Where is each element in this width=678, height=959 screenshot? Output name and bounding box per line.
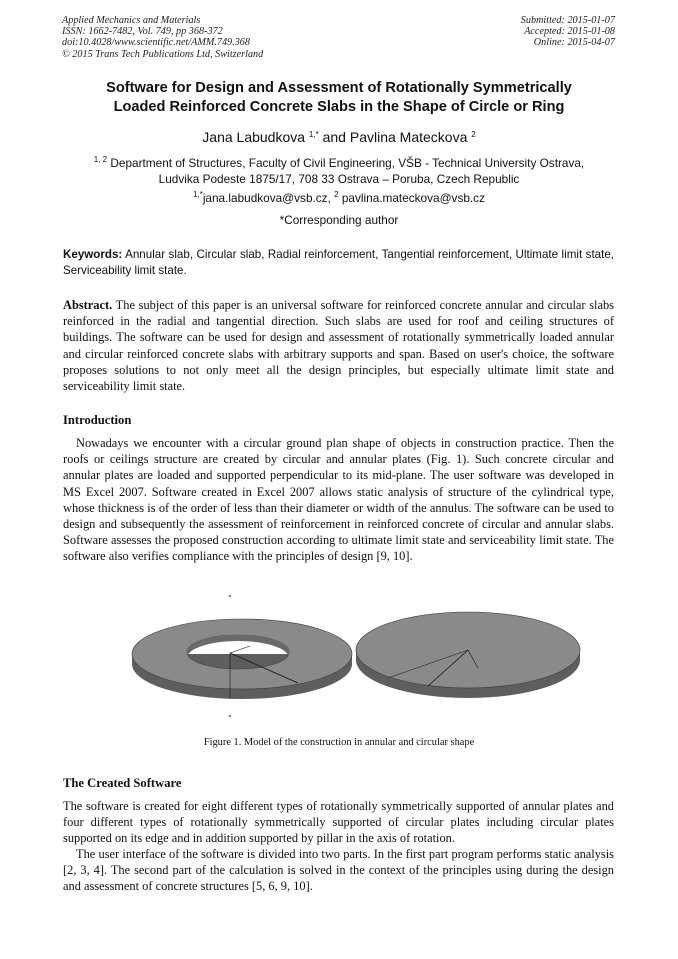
circular-slab [356,612,580,698]
axis-bottom-marker [229,715,231,717]
affiliation-line-2: Ludvika Podeste 1875/17, 708 33 Ostrava – Poruba, Czech Republic [158,172,520,186]
authors [60,129,618,145]
affiliation [60,155,618,187]
abstract [63,297,614,394]
axis-top-marker [229,595,231,597]
affiliation-mark: 1, 2 [93,155,108,164]
created-software-paragraph-2: The user interface of the software is divided into two parts. In the first part program performs static analysis [2, 3, 4]. The second part of the calculation is solved in the context of the principles using during the design and assessment of concrete structures [5, 6, 9, 10]. [63,847,614,894]
created-software-paragraph-1: The software is created for eight different types of rotationally symmetrically supported of annular plates and four different types of rotationally symmetrically supported of circular plates including circular plates supported on its edge and in addition supported by pillar in the axis of rotation. [63,799,614,846]
email-2[interactable]: pavlina.mateckova@vsb.cz [338,191,485,205]
doi-line: doi:10.4028/www.scientific.net/AMM.749.368 [62,37,250,49]
submitted-date: Submitted: 2015-01-07 [520,15,615,26]
issn-line: ISSN: 1662-7482, Vol. 749, pp 368-372 [62,26,223,38]
author-2-mark: 2 [471,130,476,139]
paper-title [60,79,618,117]
journal-header [62,15,263,60]
title-line-1: Software for Design and Assessment of Rotationally Symmetrically [106,80,572,96]
affiliation-line-1: Department of Structures, Faculty of Civil Engineering, VŠB - Technical University Ostrava, [107,156,585,170]
online-date: Online: 2015-04-07 [533,37,615,49]
author-emails [60,191,618,205]
accepted-date: Accepted: 2015-01-08 [524,26,615,38]
email-1[interactable]: jana.labudkova@vsb.cz, [202,191,335,205]
abstract-label: Abstract. [63,298,113,312]
figure-1-caption: Figure 1. Model of the construction in annular and circular shape [203,737,475,748]
annular-axis-line-2 [230,646,250,653]
figure-1 [120,588,620,723]
keywords [63,247,614,278]
author-1-mark: 1,* [308,130,319,139]
corresponding-author-note: *Corresponding author [279,213,399,227]
introduction-paragraph: Nowadays we encounter with a circular ground plan shape of objects in construction practice. Then the roofs or ceilings structure are created by circular and annular plates (Fig. 1). Such concrete circular and annular plates are loaded and supported perpendicular to its mid-plane. The user software was developed in MS Excel 2007. Software created in Excel 2007 allows static analysis of structure of the cylindrical type, whose thickness is of the order of less than their diameter or width of the annulus. The software can be used to design and subsequently the assessment of reinforcement in reinforced concrete of circular and annular slabs. Software assesses the proposed construction according to ultimate limit state and serviceability limit state. The software also verifies compliance with the principles of design [9, 10]. [63,436,614,564]
email-1-mark: 1,* [193,190,203,199]
title-line-2: Loaded Reinforced Concrete Slabs in the Shape of Circle or Ring [113,99,565,115]
figure-1-drawing [120,588,620,723]
email-2-mark: 2 [334,190,339,199]
author-2: and Pavlina Mateckova [318,129,472,145]
journal-name: Applied Mechanics and Materials [62,15,201,26]
keywords-label: Keywords: [63,248,123,261]
dates-header [521,15,615,49]
copyright-line: © 2015 Trans Tech Publications Ltd, Switzerland [62,48,264,60]
annular-slab [132,595,352,717]
keywords-text: Annular slab, Circular slab, Radial reinforcement, Tangential reinforcement, Ultimate limit state, Serviceability limit state. [63,248,614,277]
author-1: Jana Labudkova [202,129,309,145]
introduction-heading: Introduction [63,413,132,427]
abstract-text: The subject of this paper is an universal software for reinforced concrete annular and circular slabs reinforced in the radial and tangential direction. Such slabs are used for roof and ceiling structures of buildings. The software can be used for design and assessment of rotationally symmetrically loaded annular and circular reinforced concrete slabs with arbitrary supports and span. Based on user's choice, the software proposes solutions to not only meet all the design principles, but especially ultimate limit state and serviceability limit state. [63,298,614,394]
created-software-heading: The Created Software [63,776,182,790]
